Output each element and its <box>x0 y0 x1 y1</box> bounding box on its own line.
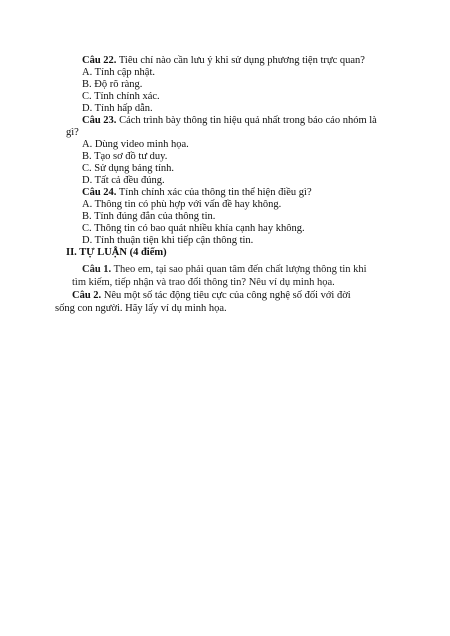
question-22-option-b: B. Độ rõ ràng. <box>82 79 143 90</box>
question-24-text: Tính chính xác của thông tin thể hiện điều gì? <box>116 187 312 198</box>
question-22-option-c: C. Tính chính xác. <box>82 91 160 102</box>
essay-question-2-text: Nêu một số tác động tiêu cực của công nghệ số đối với đời <box>101 290 351 301</box>
question-22 <box>82 55 365 67</box>
question-23-option-c: C. Sử dụng bảng tính. <box>82 163 175 174</box>
question-23-option-d: D. Tất cả đều đúng. <box>82 175 165 186</box>
question-23-label: Câu 23. <box>82 115 117 126</box>
question-24-option-d: D. Tính thuận tiện khi tiếp cận thông tin. <box>82 235 254 246</box>
section-heading: II. TỰ LUẬN (4 điểm) <box>66 247 167 258</box>
question-23 <box>82 115 377 127</box>
essay-question-1-text-cont: tìm kiếm, tiếp nhận và trao đổi thông tin? Nêu ví dụ minh họa. <box>72 277 335 288</box>
question-23-option-a: A. Dùng video minh họa. <box>82 139 189 150</box>
question-24-option-b: B. Tính đúng đắn của thông tin. <box>82 211 216 222</box>
essay-question-2-label: Câu 2. <box>72 290 102 301</box>
question-22-label: Câu 22. <box>82 55 117 66</box>
question-24-option-c: C. Thông tin có bao quát nhiều khía cạnh hay không. <box>82 223 305 234</box>
question-24 <box>82 187 312 199</box>
question-23-text: Cách trình bày thông tin hiệu quả nhất trong báo cáo nhóm là <box>116 115 377 126</box>
essay-question-1-label: Câu 1. <box>82 264 112 275</box>
question-22-text: Tiêu chí nào cần lưu ý khi sử dụng phương tiện trực quan? <box>116 55 365 66</box>
question-22-option-a: A. Tính cập nhật. <box>82 67 155 78</box>
question-22-option-d: D. Tính hấp dẫn. <box>82 103 153 114</box>
question-24-label: Câu 24. <box>82 187 117 198</box>
essay-question-2 <box>72 290 351 302</box>
essay-question-1-text: Theo em, tại sao phải quan tâm đến chất lượng thông tin khi <box>111 264 367 275</box>
question-24-option-a: A. Thông tin có phù hợp với vấn đề hay không. <box>82 199 282 210</box>
essay-question-1 <box>82 264 367 276</box>
question-23-option-b: B. Tạo sơ đồ tư duy. <box>82 151 168 162</box>
question-23-text-cont: gì? <box>66 127 79 138</box>
essay-question-2-text-cont: sống con người. Hãy lấy ví dụ minh họa. <box>55 303 227 314</box>
